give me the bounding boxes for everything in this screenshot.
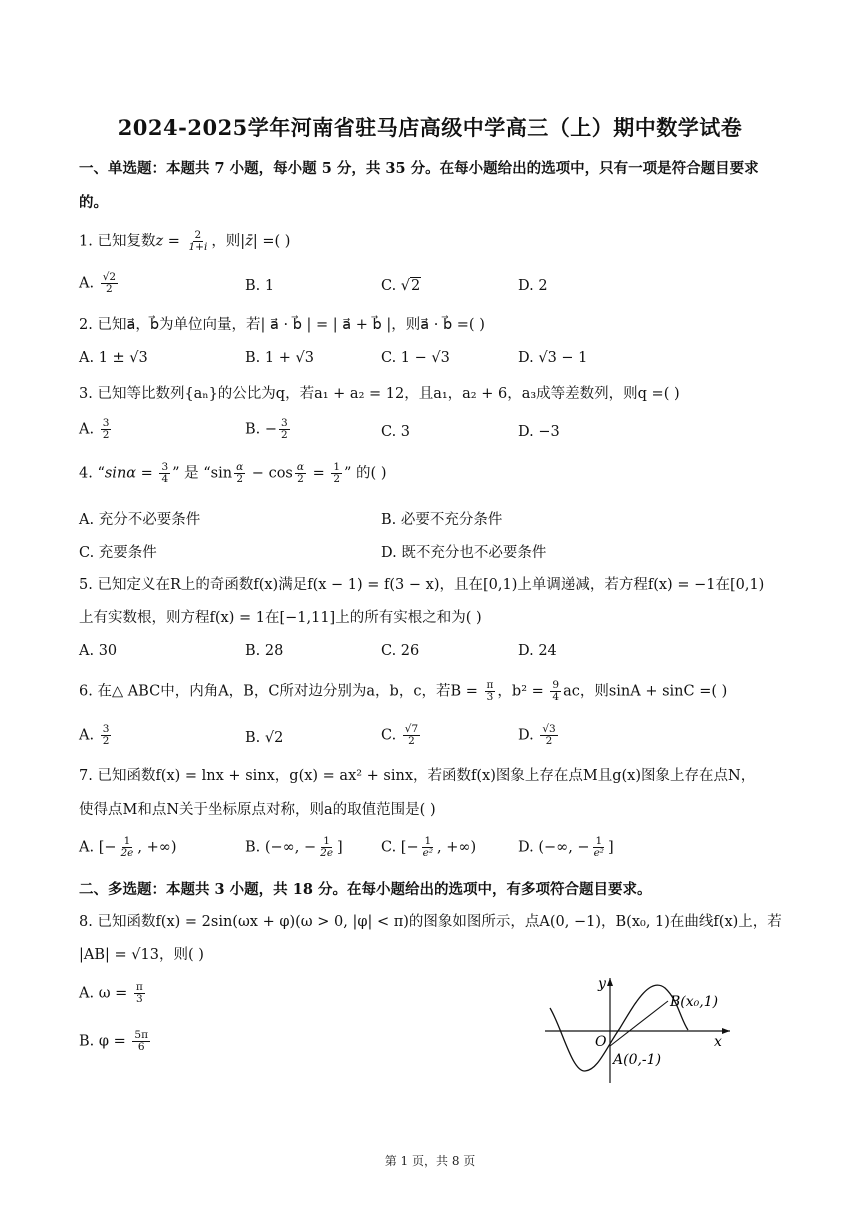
q4-d4: 2 (333, 473, 341, 486)
q4-option-c: C. 充要条件 (79, 545, 157, 561)
q3-b-frac (279, 418, 290, 441)
q6-n1: π (486, 679, 494, 691)
q8-a-num: π (135, 981, 143, 993)
y-axis-label: y (598, 976, 606, 992)
q5-option-a: A. 30 (79, 643, 118, 659)
q4-frac1 (159, 462, 170, 485)
q6-option-d (518, 724, 560, 747)
section1-heading-cont: 的。 (79, 194, 108, 211)
q6-n2: 9 (552, 679, 560, 691)
q3-b-num: 3 (281, 417, 288, 429)
q6-a-frac (101, 724, 112, 747)
q8-option-b (79, 1030, 152, 1053)
q6-c-den: 2 (408, 735, 415, 748)
q7-b-den: 2e (320, 847, 334, 860)
q1-a-den: 2 (106, 283, 113, 296)
q3-b-den: 2 (281, 429, 288, 442)
q3-option-d: D. −3 (518, 424, 560, 440)
q6-frac1 (485, 680, 496, 703)
q4-frac3 (295, 462, 306, 485)
q4-p3: − cos (247, 465, 293, 482)
x-axis-arrow (722, 1028, 730, 1034)
q1-tail: | =( ) (252, 233, 291, 250)
q1-a-frac (101, 272, 118, 295)
q1-zbar: z̄ (245, 233, 253, 250)
y-axis-arrow (607, 978, 613, 986)
q4-d2: 2 (236, 473, 243, 486)
q8-a-frac (134, 982, 145, 1005)
q5-option-d: D. 24 (518, 643, 557, 659)
q4-option-d: D. 既不充分也不必要条件 (381, 545, 547, 561)
q6-c-num: √7 (404, 723, 419, 735)
point-b-label: B(x₀,1) (670, 994, 719, 1010)
q7-d-den: e² (593, 847, 605, 860)
q6-a-num: 3 (102, 723, 110, 735)
q7-d-frac (592, 836, 606, 859)
q4-d3: 2 (297, 473, 304, 486)
q4-frac2 (234, 462, 245, 485)
q1-frac-num: 2 (194, 229, 202, 241)
q7-option-a (79, 836, 177, 859)
q1-a-num: √2 (102, 271, 117, 283)
q3-option-c: C. 3 (381, 424, 411, 440)
q4-n3: α (296, 461, 304, 473)
q4-p2: ” 是 “sin (172, 465, 233, 482)
question-2: 2. 已知a⃗，b⃗为单位向量，若| a⃗ · b⃗ | = | a⃗ + b⃗ |，则a⃗ · b⃗ =( ) (79, 317, 485, 333)
q1-a-label: A. (79, 275, 99, 292)
q7-a-frac (119, 836, 136, 859)
q7-d-post: ] (608, 839, 614, 856)
q8-b-den: 6 (137, 1041, 145, 1054)
q6-p1: 6. 在△ ABC中，内角A，B，C所对边分别为a，b，c，若B = (79, 683, 483, 700)
q8-b-num: 5π (134, 1029, 148, 1041)
q1-prefix: 1. 已知复数 (79, 233, 156, 250)
q1-frac-den: 1+i (188, 241, 208, 254)
q4-n4: 1 (333, 461, 341, 473)
q6-d-frac (540, 724, 557, 747)
q4-p1: 4. “ (79, 465, 105, 482)
q1-option-c: C. √2 (381, 278, 421, 294)
q7-b-post: ] (337, 839, 343, 856)
q2-option-b: B. 1 + √3 (245, 350, 314, 366)
q6-option-b: B. √2 (245, 730, 284, 746)
q4-eq2: = (307, 465, 330, 482)
q2-option-c: C. 1 − √3 (381, 350, 450, 366)
exam-title: 2024-2025学年河南省驻马店高级中学高三（上）期中数学试卷 (117, 115, 743, 140)
question-7: 7. 已知函数f(x) = lnx + sinx，g(x) = ax² + sinx，若函数f(x)图象上存在点M且g(x)图象上存在点N， (79, 768, 756, 784)
q4-sin: sinα (104, 465, 137, 482)
q6-p3: ac，则sinA + sinC =( ) (563, 683, 728, 700)
q6-d-num: √3 (542, 723, 556, 735)
q3-a-label: A. (79, 421, 99, 438)
q1-c-label: C. (381, 278, 401, 294)
section2-heading: 二、多选题：本题共 3 小题，共 18 分。在每小题给出的选项中，有多项符合题目要求。 (79, 881, 652, 898)
q8-option-a (79, 982, 147, 1005)
question-8: 8. 已知函数f(x) = 2sin(ωx + φ)(ω > 0, |φ| < π)的图象如图所示，点A(0, −1)，B(x₀, 1)在曲线f(x)上，若 (79, 914, 782, 930)
point-a-label: A(0,-1) (613, 1052, 662, 1068)
q7-c-post: , +∞) (437, 839, 477, 856)
q7-a-num: 1 (123, 835, 131, 847)
q8-b-frac (132, 1030, 150, 1053)
q7-c-frac (421, 836, 435, 859)
question-8-cont: |AB| = √13，则( ) (79, 947, 204, 963)
q3-a-den: 2 (102, 429, 110, 442)
q7-d-pre: D. (−∞, − (518, 839, 590, 856)
q7-a-pre: A. [− (79, 839, 117, 856)
q3-b-label: B. − (245, 421, 278, 438)
q6-option-a (79, 724, 113, 747)
q6-d2: 4 (552, 691, 560, 704)
q5-option-c: C. 26 (381, 643, 420, 659)
q6-p2: ，b² = (497, 683, 549, 700)
q6-c-label: C. (381, 727, 401, 744)
q6-a-den: 2 (102, 735, 110, 748)
segment-ab (610, 1001, 668, 1046)
q1-fraction (186, 230, 209, 253)
q4-p4: ” 的( ) (344, 465, 387, 482)
q2-option-a: A. 1 ± √3 (79, 350, 148, 366)
q6-option-c (381, 724, 422, 747)
q8-b-label: B. φ = (79, 1033, 131, 1050)
question-7-cont: 使得点M和点N关于坐标原点对称，则a的取值范围是( ) (79, 802, 436, 818)
question-6 (79, 680, 727, 703)
q7-a-post: , +∞) (137, 839, 177, 856)
sine-graph-figure (540, 968, 740, 1088)
q6-d-label: D. (518, 727, 539, 744)
q3-option-a (79, 418, 113, 441)
q7-c-den: e² (422, 847, 434, 860)
q4-d1: 4 (161, 473, 169, 486)
q1-eq: = (163, 233, 185, 250)
q3-a-num: 3 (102, 417, 110, 429)
origin-label: O (595, 1034, 607, 1050)
q7-a-den: 2e (120, 847, 134, 860)
question-5-cont: 上有实数根，则方程f(x) = 1在[−1,11]上的所有实根之和为( ) (79, 610, 482, 626)
q7-b-num: 1 (323, 835, 330, 847)
q7-c-num: 1 (424, 835, 432, 847)
x-axis-label: x (714, 1034, 722, 1050)
q6-c-frac (403, 724, 420, 747)
question-4 (79, 462, 386, 485)
q4-n1: 3 (161, 461, 169, 473)
q5-option-b: B. 28 (245, 643, 284, 659)
q7-option-b (245, 836, 343, 859)
q1-var: z (155, 233, 164, 250)
q4-n2: α (236, 461, 244, 473)
q6-d-den: 2 (545, 735, 553, 748)
q1-option-a (79, 272, 120, 295)
q7-option-d (518, 836, 614, 859)
section1-heading: 一、单选题：本题共 7 小题，每小题 5 分，共 35 分。在每小题给出的选项中，只有一项是符合题目要求 (79, 160, 759, 177)
q6-frac2 (550, 680, 561, 703)
q1-option-b: B. 1 (245, 278, 275, 294)
question-3: 3. 已知等比数列{aₙ}的公比为q，若a₁ + a₂ = 12，且a₁，a₂ + 6，a₃成等差数列，则q =( ) (79, 386, 680, 402)
q7-d-num: 1 (595, 835, 603, 847)
q6-d1: 3 (486, 691, 494, 704)
page-footer: 第 1 页，共 8 页 (384, 1154, 476, 1168)
q8-a-den: 3 (136, 993, 143, 1006)
q2-option-d: D. √3 − 1 (518, 350, 588, 366)
q3-option-b (245, 418, 292, 441)
q7-c-pre: C. [− (381, 839, 419, 856)
q7-b-frac (318, 836, 335, 859)
q4-frac4 (331, 462, 342, 485)
question-1 (79, 230, 290, 253)
q8-a-label: A. ω = (79, 985, 132, 1002)
q6-a-label: A. (79, 727, 99, 744)
q1-rest: ，则| (211, 233, 246, 250)
q1-option-d: D. 2 (518, 278, 548, 294)
q3-a-frac (101, 418, 112, 441)
q4-option-b: B. 必要不充分条件 (381, 512, 503, 528)
question-5: 5. 已知定义在R上的奇函数f(x)满足f(x − 1) = f(3 − x)，且在[0,1)上单调递减，若方程f(x) = −1在[0,1) (79, 577, 765, 593)
q1-c-rad: 2 (411, 278, 421, 294)
q4-eq: = (136, 465, 158, 482)
q4-option-a: A. 充分不必要条件 (79, 512, 201, 528)
q7-option-c (381, 836, 476, 859)
q7-b-pre: B. (−∞, − (245, 839, 317, 856)
